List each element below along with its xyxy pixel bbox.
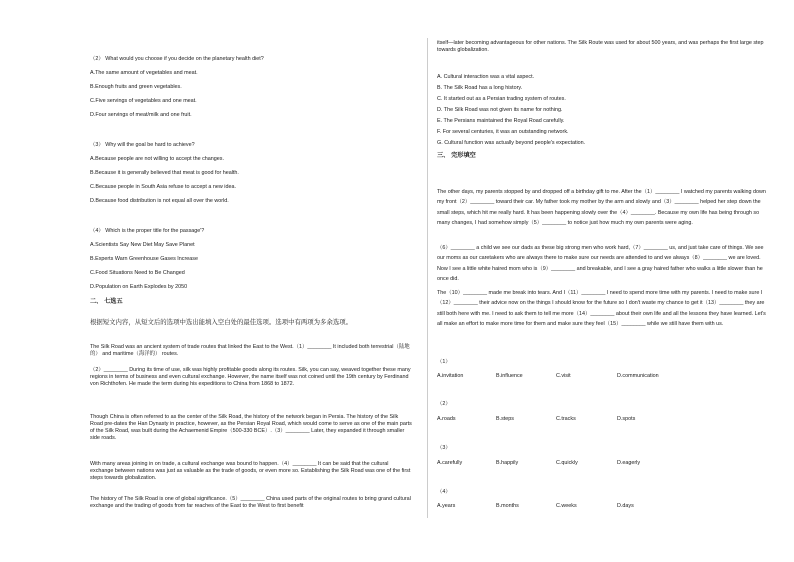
q3-option-a: A.Because people are not willing to accept the changes.	[90, 156, 224, 162]
passage-paragraph-4: With many areas joining in on trade, a cultural exchange was bound to happen.（4）________ It can be said that the cultural exchange between nations was just as valuable as the trade of goods, or even more so. Establishing the Silk Road was one of the first steps towards globalization.	[90, 461, 411, 481]
mc3-option-a: A.carefully	[437, 460, 463, 466]
option-c: C. It started out as a Persian trading system of routes.	[437, 96, 566, 102]
mc2-option-a: A.roads	[437, 416, 456, 422]
section2-title: 二、 七选五	[90, 298, 123, 305]
passage-paragraph-5: The history of The Silk Road is one of global significance.（5）________ China used parts of the original routes to bring grand cultural exchange and the trading of goods from far reaches of the East to the West to first benefit	[90, 496, 411, 509]
option-e: E. The Persians maintained the Royal Road carefully.	[437, 118, 565, 124]
left-column	[90, 0, 418, 562]
q4-option-d: D.Population on Earth Explodes by 2050	[90, 284, 188, 290]
section2-instruction: 根据短文内容，从短文后的选项中选出能填入空白处的最佳选项。选项中有两项为多余选项。	[90, 319, 353, 326]
passage-paragraph-3: Though China is often referred to as the center of the Silk Road, the history of the network began in Persia. The history of the Silk Road pre-dates the Han Dynasty in practice, however, as the Persian Royal Road, which would come to serve as one of the main parts of the Silk Road, was built during the Achaemenid Empire（500-330 BCE）.（3）________ Later, they expanded it through smaller side roads.	[90, 414, 412, 441]
mc1-option-a: A.invitation	[437, 373, 464, 379]
mc4-option-b: B.months	[496, 503, 519, 509]
q4-option-b: B.Experts Warn Greenhouse Gases Increase	[90, 256, 198, 262]
mc2-option-c: C.tracks	[556, 416, 576, 422]
mc-question-number-2: （2）	[437, 401, 451, 407]
passage-paragraph-2: （2）________ During its time of use, silk was highly profitable goods along its routes. Silk, you can say, weaved together these many regions in terms of business and even cultural exchange. However, the name itself was not coined until the 19th century by Ferdinand von Richthofen. He made the term during his expeditions to China from 1868 to 1872.	[90, 367, 411, 387]
mc-question-number-3: （3）	[437, 445, 451, 451]
section3-title: 三、 完形填空	[437, 152, 476, 159]
q3-stem: （3） Why will the goal be hard to achieve?	[90, 142, 195, 148]
q4-stem: （4） Which is the proper title for the passage'?	[90, 228, 205, 234]
column-divider	[427, 38, 428, 518]
mc-question-number-1: （1）	[437, 359, 451, 365]
passage-paragraph-1: The Silk Road was an ancient system of trade routes that linked the East to the West.（1）________ It included both terrestrial（陆地的） and maritime（海洋的） routes.	[90, 344, 410, 357]
option-d: D. The Silk Road was not given its name for nothing.	[437, 107, 563, 113]
option-g: G. Cultural function was actually beyond people's expectation.	[437, 140, 586, 146]
q2-option-c: C.Five servings of vegetables and one meat.	[90, 98, 197, 104]
q4-option-a: A.Scientists Say New Diet May Save Planet	[90, 242, 195, 248]
mc4-option-a: A.years	[437, 503, 456, 509]
q2-option-b: B.Enough fruits and green vegetables.	[90, 84, 182, 90]
cloze-paragraph-3: The（10）________ made me break into tears. And I（11）________ I need to spend more time with my parents. I need to make sure I（12）________ their advice now on the things I should know for the future so I don't waste my chance to get it（13）________ they are still both here with me. I need to ask them to tell me more（14）________ about their own life and all the lessons they have learned. Let's all make an effort to make more time for them and make sure they feel（15）________ while we still have them with us.	[437, 290, 766, 328]
q2-option-a: A.The same amount of vegetables and meat.	[90, 70, 198, 76]
cloze-paragraph-2: （6）________ a child we see our dads as these big strong men who work hard,（7）________ us, and just take care of things. We see our moms as our caretakers who are always there to make sure our needs are attended to and we always（8）________ we are loved. Now I see a little white haired mom who is（9）________ and breakable, and I see a gray haired father who walks a little slower than he once did.	[437, 245, 764, 283]
mc4-option-d: D.days	[617, 503, 634, 509]
mc3-option-d: D.eagerly	[617, 460, 641, 466]
option-f: F. For several centuries, it was an outstanding network.	[437, 129, 569, 135]
q3-option-d: D.Because food distribution is not equal all over the world.	[90, 198, 229, 204]
mc3-option-c: C.quickly	[556, 460, 578, 466]
mc3-option-b: B.happily	[496, 460, 519, 466]
passage-paragraph-5-continued: itself—later becoming advantageous for other nations. The Silk Route was used for about 500 years, and was perhaps the first large step towards globalization.	[437, 40, 764, 53]
option-a: A. Cultural interaction was a vital aspect.	[437, 74, 535, 80]
mc2-option-b: B.steps	[496, 416, 514, 422]
q3-option-b: B.Because it is generally believed that meat is good for health.	[90, 170, 239, 176]
q2-option-d: D.Four servings of meat/milk and one fruit.	[90, 112, 192, 118]
mc1-option-d: D.communication	[617, 373, 659, 379]
mc2-option-d: D.spots	[617, 416, 636, 422]
q3-option-c: C.Because people in South Asia refuse to accept a new idea.	[90, 184, 236, 190]
q2-stem: （2） What would you choose if you decide on the planetary health diet?	[90, 56, 264, 62]
q4-option-c: C.Food Situations Need to Be Changed	[90, 270, 185, 276]
cloze-paragraph-1: The other days, my parents stopped by and dropped off a birthday gift to me. After the（1）________ I watched my parents walking down my front（2）________ toward their car. My father took my mother by the arm and slowly and（3）________ helped her step down the small steps, which hit me really hard. It has been happening slowly over the（4）________. Because my own life has being through so many changes, I had somehow simply（5）________ to notice just how much my own parents were aging.	[437, 189, 766, 227]
right-column	[437, 0, 771, 562]
option-b: B. The Silk Road has a long history.	[437, 85, 523, 91]
mc4-option-c: C.weeks	[556, 503, 577, 509]
mc-question-number-4: （4）	[437, 489, 451, 495]
mc1-option-b: B.influence	[496, 373, 523, 379]
mc1-option-c: C.visit	[556, 373, 571, 379]
